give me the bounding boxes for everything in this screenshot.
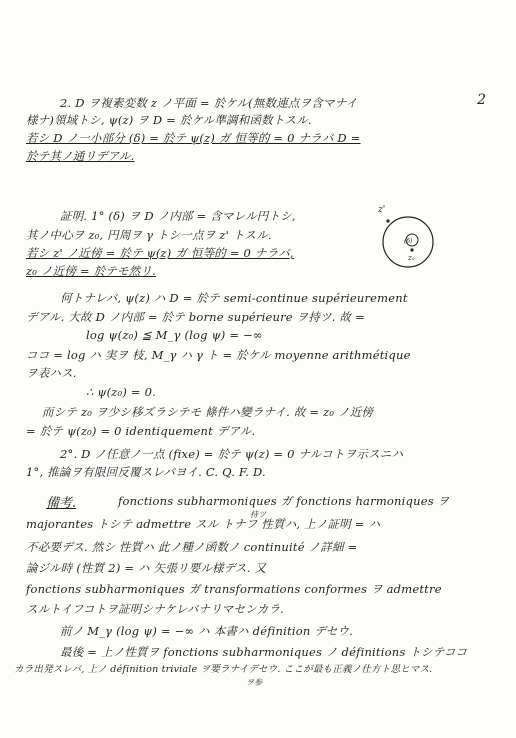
point-z-prime: [386, 219, 389, 222]
page-number: 2: [477, 92, 486, 108]
p3-line-8: 最後 = 上ノ性質ヲ fonctions subharmoniques ノ définitions トシテココ: [60, 645, 468, 659]
point-z0: [410, 248, 413, 251]
p2-formula-2: ∴ ψ(z₀) = 0.: [86, 385, 156, 399]
circle-diagram: [372, 200, 442, 274]
p3-line-6: スルトイフコトヲ証明シナケレバナリマセンカラ.: [26, 602, 285, 616]
label-z0: z₀: [408, 254, 415, 262]
p2-line-5: 何トナレバ, ψ(z) ハ D = 於テ semi-continue supérieurement: [60, 291, 408, 305]
p2-line-13: 2°. D ノ任意ノ一点 (fixe) = 於テ ψ(z) = 0 ナルコトヲ示スニハ: [60, 447, 404, 461]
p2-formula-1: log ψ(z₀) ≦ M_γ (log ψ) = −∞: [86, 328, 263, 342]
remarks-heading: 備考.: [46, 496, 77, 511]
p3-line-3: 不必要デス. 然シ 性質ハ 此ノ種ノ函数ノ continuité ノ詳細 =: [26, 540, 358, 554]
p2-line-4: z₀ ノ近傍 = 於テモ然リ.: [26, 264, 156, 278]
p1-line-2: 様ナ)領域トシ, ψ(z) ヲ D = 於ケル準調和函数トスル.: [26, 113, 312, 127]
p3-line-7: 前ノ M_γ (log ψ) = −∞ ハ 本書ハ définition デセウ.: [60, 624, 354, 638]
label-delta: (δ): [404, 238, 413, 245]
p1-line-1: 2. D ヲ複素変数 z ノ平面 = 於ケル(無数連点ヲ含マナイ: [60, 96, 358, 110]
label-z-prime: z': [378, 205, 386, 215]
p1-line-3: 若シ D ノ一小部分 (δ) = 於テ ψ(z) ガ 恒等的 = 0 ナラバ D =: [26, 131, 361, 145]
p3-line-2: majorantes トシテ admettre スル トナフ 性質ハ, 上ノ証明 = ハ: [26, 517, 381, 531]
p2-line-3: 若シ z' ノ近傍 = 於テ ψ(z) ガ 恒等的 = 0 ナラバ,: [26, 246, 294, 260]
p2-line-8: ココ = log ハ 実ヲ 枝, M_γ ハ γ ト = 於ケル moyenne arithmétique: [26, 348, 411, 362]
p2-line-2: 其ノ中心ヲ z₀, 円周ヲ γ トシ一点ヲ z' トスル.: [26, 228, 272, 242]
p2-line-1: 証明. 1° (δ) ヲ D ノ内部 = 含マレル円トシ,: [60, 209, 296, 223]
p3-line-5: fonctions subharmoniques ガ transformations conformes ヲ admettre: [26, 582, 442, 596]
p2-line-9: ヲ表ハス.: [26, 366, 77, 380]
p2-line-11: 而シテ z₀ ヲ少シ移ズラシテモ 條件ハ變ラナイ. 故 = z₀ ノ近傍: [42, 405, 374, 419]
p3-line-9: カラ出発スレバ, 上ノ définition triviale ヲ要ラナイデセウ. ここが最も正義ノ仕方ト思ヒマス.: [14, 664, 433, 675]
insert-note-1: 持ツ: [250, 510, 267, 519]
p3-line-1: fonctions subharmoniques ガ fonctions harmoniques ヲ: [118, 494, 450, 508]
p1-line-4: 於テ其ノ通リデアル.: [26, 149, 135, 163]
p2-line-6: デアル. 大故 D ノ内部 = 於テ borne supérieure ヲ持ツ. 故 =: [26, 310, 365, 324]
p2-line-14: 1°, 推論ヲ有限回反覆スレバヨイ. C. Q. F. D.: [26, 465, 266, 479]
p3-line-4: 論ジル時 (性質 2) = ハ 矢張リ要ル様デス. 又: [26, 561, 267, 575]
insert-note-2: ヲ参: [246, 678, 263, 687]
p2-line-12: = 於テ ψ(z₀) = 0 identiquement デアル.: [26, 424, 256, 438]
